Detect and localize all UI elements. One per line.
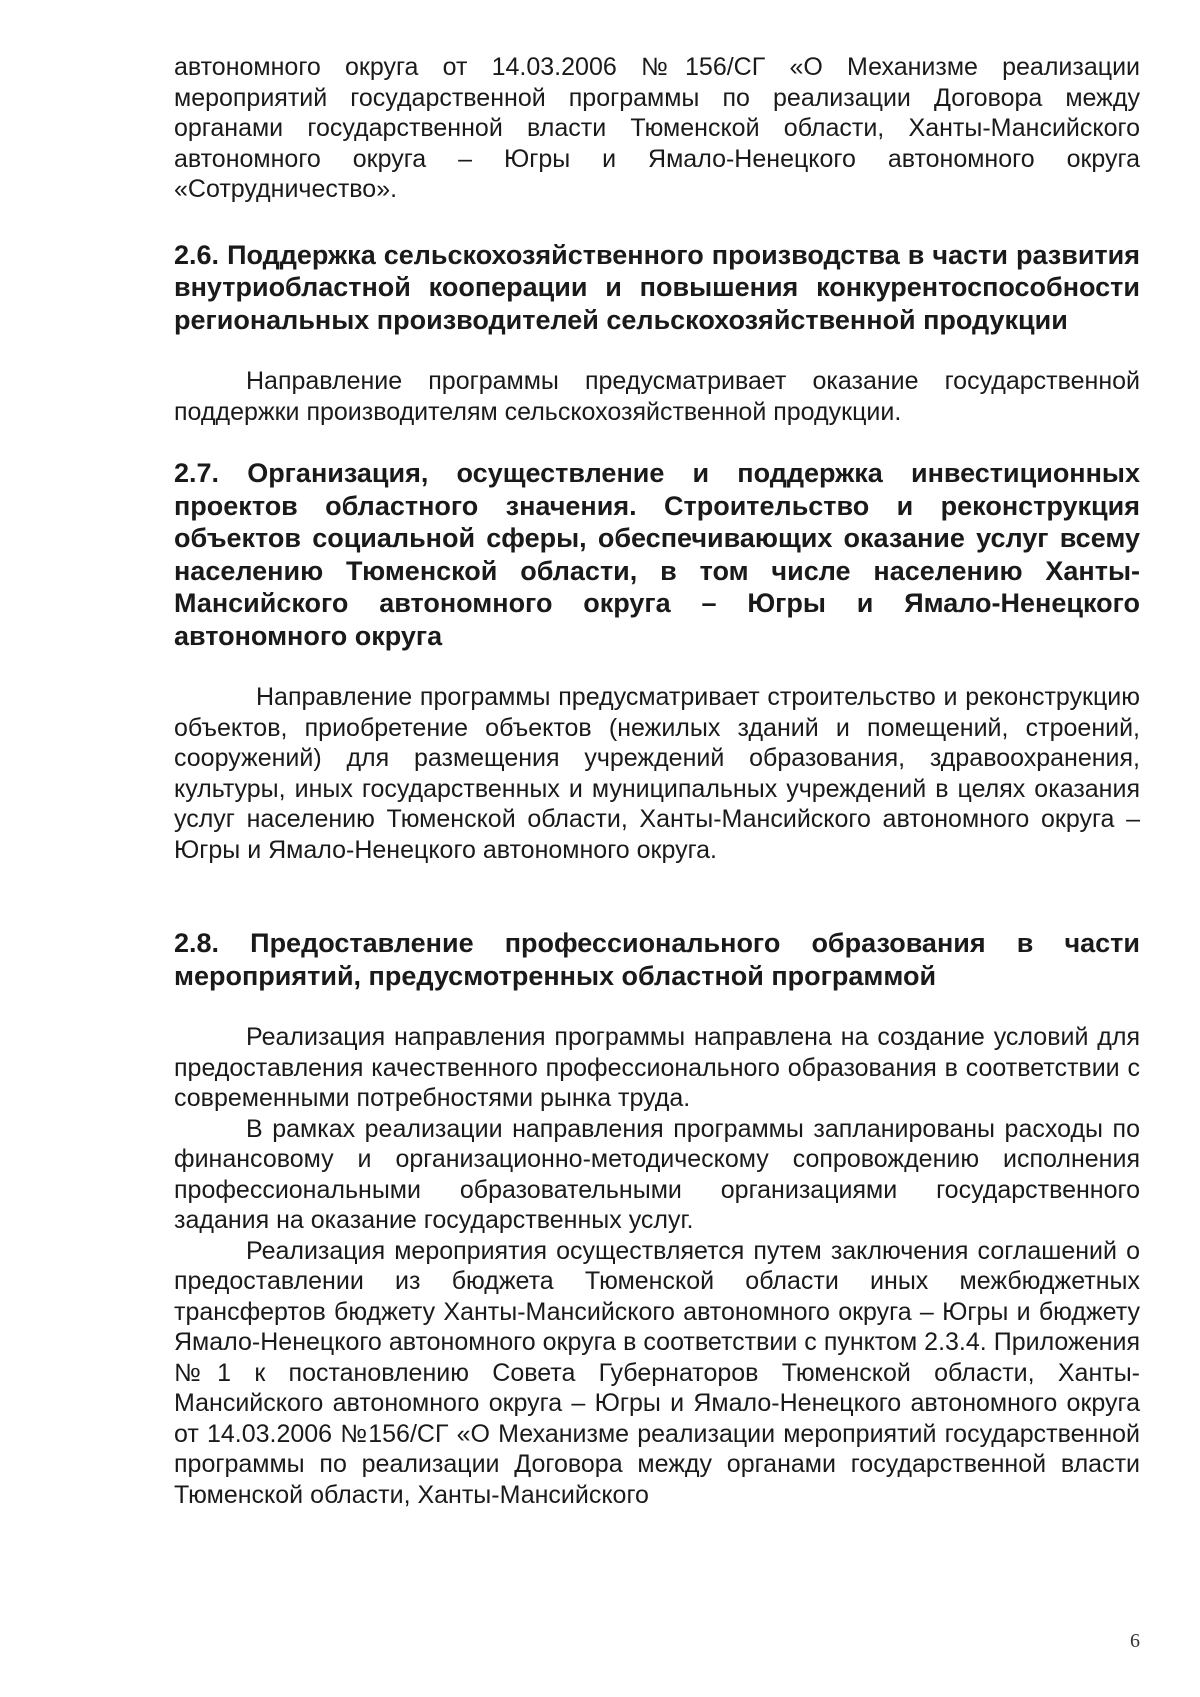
- spacer: [174, 205, 1140, 239]
- spacer: [174, 336, 1140, 366]
- spacer: [174, 865, 1140, 927]
- section-2-7-paragraph: Направление программы предусматривает строительство и реконструкцию объектов, приобретение объектов (нежилых зданий и помещений, строений, сооружений) для размещения учреждений образования, здравоохранения, культуры, иных государственных и муниципальных учреждений в целях оказания услуг населению Тюменской области, Ханты-Мансийского автономного округа – Югры и Ямало-Ненецкого автономного округа.: [174, 683, 1140, 864]
- section-heading-2-8: 2.8. Предоставление профессионального образования в части мероприятий, предусмотренных областной программой: [174, 928, 1140, 991]
- section-2-8-paragraph-2: В рамках реализации направления программы запланированы расходы по финансовому и организационно-методическому сопровождению исполнения профессиональными образовательными организациями государственного задания на оказание государственных услуг.: [174, 1114, 1140, 1234]
- page-number: 6: [1130, 1630, 1140, 1652]
- section-2-8-paragraph-3: Реализация мероприятия осуществляется путем заключения соглашений о предоставлении из бюджета Тюменской области иных межбюджетных трансфертов бюджету Ханты-Мансийского автономного округа – Югры и бюджету Ямало-Ненецкого автономного округа в соответствии с пунктом 2.3.4. Приложения №1 к постановлению Совета Губернаторов Тюменской области, Ханты-Мансийского автономного округа – Югры и Ямало-Ненецкого автономного округа от 14.03.2006 №156/СГ «О Механизме реализации мероприятий государственной программы по реализации Договора между органами государственной власти Тюменской области, Ханты-Мансийского: [174, 1236, 1140, 1509]
- spacer: [174, 427, 1140, 457]
- section-2-8-paragraph-1: Реализация направления программы направлена на создание условий для предоставления качественного профессионального образования в соответствии с современными потребностями рынка труда.: [174, 1023, 1140, 1112]
- section-heading-2-7: 2.7. Организация, осуществление и поддержка инвестиционных проектов областного значения. Строительство и реконструкция объектов социальной сферы, обеспечивающих оказание услуг всему населению Тюменской области, в том числе населению Ханты-Мансийского автономного округа – Югры и Ямало-Ненецкого автономного округа: [174, 458, 1140, 651]
- section-heading-2-6: 2.6. Поддержка сельскохозяйственного производства в части развития внутриобластной кооперации и повышения конкурентоспособности региональных производителей сельскохозяйственной продукции: [174, 239, 1140, 335]
- section-2-6-paragraph: Направление программы предусматривает оказание государственной поддержки производителям сельскохозяйственной продукции.: [174, 367, 1140, 426]
- spacer: [174, 992, 1140, 1022]
- spacer: [174, 652, 1140, 682]
- intro-paragraph: автономного округа от 14.03.2006 №156/СГ «О Механизме реализации мероприятий государственной программы по реализации Договора между органами государственной власти Тюменской области, Ханты-Мансийского автономного округа – Югры и Ямало-Ненецкого автономного округа «Сотрудничество».: [174, 53, 1140, 203]
- document-page: [174, 52, 1140, 1510]
